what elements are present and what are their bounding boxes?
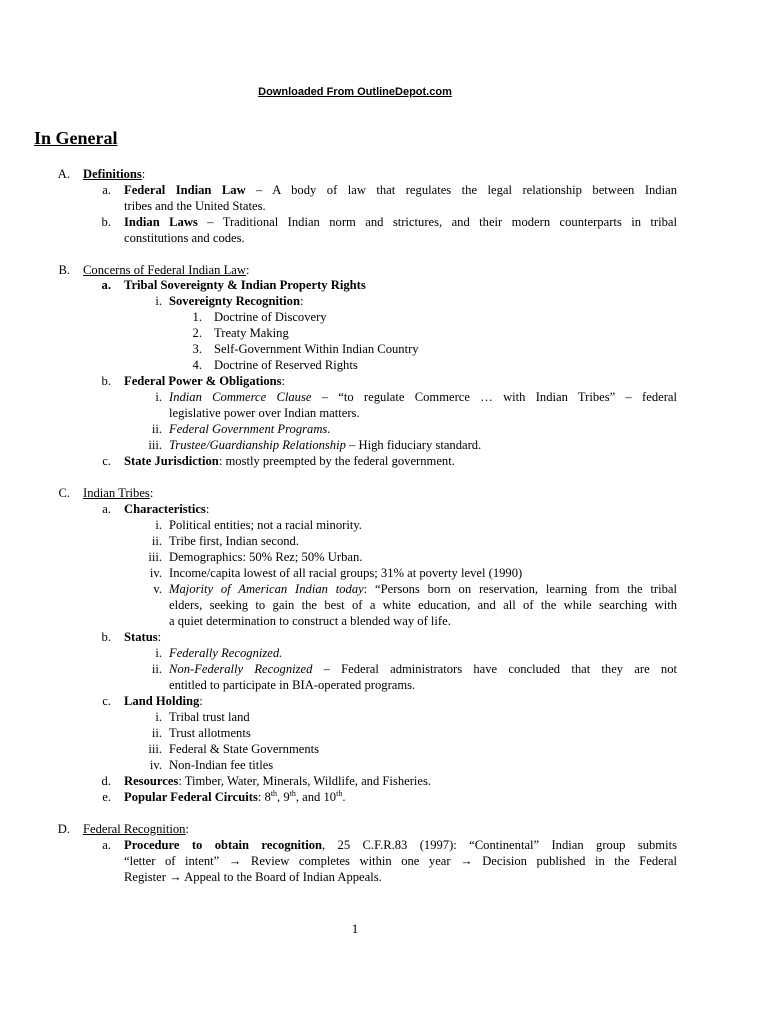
outline-text: [169, 389, 677, 405]
outline-item-level-2: [0, 501, 768, 517]
outline-item-level-3: [0, 533, 768, 549]
outline-marker: a.: [102, 502, 111, 516]
text-run: : 8: [257, 790, 271, 804]
text-run: :: [199, 694, 203, 708]
text-run: Federal & State Governments: [169, 742, 320, 756]
outline-marker: iii.: [148, 742, 162, 756]
text-run: Political entities; not a racial minority.: [169, 518, 362, 532]
outline-text: [169, 581, 677, 597]
outline-text: [214, 309, 327, 325]
outline-line-continuation: [0, 869, 768, 885]
outline-marker: ii.: [151, 726, 162, 740]
outline-marker: 4.: [192, 358, 202, 372]
text-run: :: [299, 294, 304, 308]
outline-item-level-2: [0, 373, 768, 389]
outline-item-level-3: [0, 421, 768, 437]
outline-marker: b.: [101, 374, 111, 388]
section-title: In General: [34, 128, 118, 148]
text-run: , and 10: [295, 790, 337, 804]
text-run: constitutions and codes.: [124, 231, 245, 245]
outline-text: [124, 277, 366, 293]
outline-text: [124, 230, 245, 246]
text-run: :: [281, 374, 286, 388]
outline-line-continuation: [0, 677, 768, 693]
text-run: tribes and the United States.: [124, 199, 266, 213]
outline-text: [83, 166, 145, 182]
text-run: Self-Government Within Indian Country: [214, 342, 419, 356]
outline-marker: A.: [57, 167, 70, 181]
text-run: Indian Laws: [124, 215, 198, 229]
outline-marker: ii.: [151, 422, 162, 436]
text-run: Sovereignty Recognition: [169, 294, 300, 308]
outline-line-continuation: [0, 230, 768, 246]
text-run: , 9: [277, 790, 290, 804]
outline-item-level-1: [0, 166, 768, 182]
text-run: Characteristics: [124, 502, 206, 516]
text-run: Status: [124, 630, 158, 644]
text-run: Trustee/Guardianship Relationship: [169, 438, 346, 452]
outline-item-level-3: [0, 293, 768, 309]
outline-text: [124, 869, 382, 885]
text-run: Doctrine of Reserved Rights: [214, 358, 358, 372]
text-run: :: [185, 822, 189, 836]
outline-text: [169, 613, 451, 629]
text-run: Treaty Making: [214, 326, 289, 340]
text-run: Federal Indian Law: [124, 183, 246, 197]
outline-item-level-3: [0, 725, 768, 741]
text-run: Indian Commerce Clause: [169, 390, 312, 404]
outline-item-level-4: [0, 357, 768, 373]
text-run: th: [289, 788, 296, 798]
outline-line-continuation: [0, 853, 768, 869]
outline-marker: d.: [101, 774, 111, 788]
arrow-icon: →: [169, 870, 182, 884]
outline-text: [169, 517, 362, 533]
text-run: – Federal administrators have concluded that they are not: [312, 662, 677, 676]
outline-text: [124, 501, 209, 517]
outline-item-level-3: [0, 581, 768, 597]
outline-item-level-2: [0, 182, 768, 198]
text-run: , 25 C.F.R.83 (1997): “Continental” Indian group submits: [322, 838, 677, 852]
outline-marker: iv.: [149, 758, 162, 772]
text-run: Tribal Sovereignty & Indian Property Rights: [124, 278, 366, 292]
text-run: .: [342, 790, 346, 804]
outline-marker: ii.: [151, 662, 162, 676]
outline-marker: b.: [101, 630, 111, 644]
outline-text: [169, 437, 481, 453]
outline-marker: i.: [155, 294, 162, 308]
outline-line-continuation: [0, 613, 768, 629]
outline-text: [214, 357, 358, 373]
outline-item-level-2: [0, 453, 768, 469]
text-run: Non-Federally Recognized: [169, 662, 313, 676]
outline-text: [124, 837, 677, 853]
text-run: :: [245, 263, 250, 277]
download-source-header: Downloaded From OutlineDepot.com: [258, 86, 452, 98]
text-run: Decision published in the Federal: [472, 854, 677, 868]
text-run: legislative power over Indian matters.: [169, 406, 360, 420]
text-run: “letter of intent”: [124, 854, 229, 868]
text-run: Federal Recognition: [83, 822, 186, 836]
outline-item-level-1: [0, 821, 768, 837]
outline-text: [169, 709, 250, 725]
outline-text: [83, 821, 189, 837]
text-run: Land Holding: [124, 694, 200, 708]
outline-marker: 3.: [192, 342, 202, 356]
text-run: Doctrine of Discovery: [214, 310, 327, 324]
outline-marker: a.: [102, 183, 111, 197]
outline-text: [214, 341, 419, 357]
text-run: Appeal to the Board of Indian Appeals.: [181, 870, 382, 884]
text-run: th: [336, 788, 343, 798]
outline-item-level-3: [0, 437, 768, 453]
outline-text: [169, 533, 299, 549]
text-run: State Jurisdiction: [124, 454, 219, 468]
outline-text: [124, 373, 285, 389]
text-run: Trust allotments: [169, 726, 251, 740]
outline-item-level-2: [0, 214, 768, 230]
outline-item-level-3: [0, 645, 768, 661]
outline-marker: ii.: [151, 534, 162, 548]
outline-marker: D.: [57, 822, 70, 836]
text-run: Procedure to obtain recognition: [124, 838, 323, 852]
outline-item-level-3: [0, 741, 768, 757]
outline-marker: i.: [155, 390, 162, 404]
text-run: a quiet determination to construct a blended way of life.: [169, 614, 451, 628]
outline-text: [83, 485, 153, 501]
outline-text: [124, 182, 677, 198]
outline-marker: e.: [102, 790, 111, 804]
outline-item-level-2: [0, 277, 768, 293]
arrow-icon: →: [460, 854, 473, 868]
outline-text: [169, 293, 303, 309]
outline-text: [83, 262, 249, 278]
outline-text: [124, 629, 161, 645]
outline-marker: 2.: [192, 326, 202, 340]
text-run: – Traditional Indian norm and strictures, and their modern counterparts in tribal: [197, 215, 677, 229]
outline-item-level-4: [0, 325, 768, 341]
outline-item-level-3: [0, 389, 768, 405]
outline-item-level-2: [0, 629, 768, 645]
text-run: Tribal trust land: [169, 710, 250, 724]
outline-marker: i.: [155, 646, 162, 660]
arrow-icon: →: [228, 854, 242, 868]
outline-text: [124, 853, 677, 869]
text-run: – “to regulate Commerce … with Indian Tribes” – federal: [311, 390, 677, 404]
outline-item-level-1: [0, 485, 768, 501]
outline-marker: B.: [58, 263, 70, 277]
outline-marker: 1.: [192, 310, 202, 324]
text-run: :: [149, 486, 154, 500]
text-run: :: [141, 167, 146, 181]
outline-marker: iii.: [148, 550, 162, 564]
text-run: :: [157, 630, 162, 644]
outline-text: [124, 773, 431, 789]
outline-marker: iii.: [148, 438, 162, 452]
outline-item-level-2: [0, 773, 768, 789]
outline-item-level-3: [0, 757, 768, 773]
text-run: : mostly preempted by the federal government.: [218, 454, 455, 468]
text-run: Majority of American Indian today: [169, 582, 364, 596]
text-run: Tribe first, Indian second.: [169, 534, 300, 548]
outline-text: [169, 405, 360, 421]
outline-marker: c.: [102, 454, 111, 468]
outline-marker: b.: [101, 215, 111, 229]
text-run: Non-Indian fee titles: [169, 758, 274, 772]
outline-item-level-4: [0, 309, 768, 325]
text-run: Income/capita lowest of all racial groups; 31% at poverty level (1990): [169, 566, 523, 580]
outline-text: [169, 677, 415, 693]
outline-text: [169, 597, 677, 613]
text-run: entitled to participate in BIA-operated programs.: [169, 678, 416, 692]
outline-item-level-3: [0, 565, 768, 581]
text-run: Definitions: [83, 167, 142, 181]
outline-line-continuation: [0, 405, 768, 421]
outline-text: [124, 453, 455, 469]
outline-text: [169, 565, 522, 581]
outline-item-level-3: [0, 709, 768, 725]
text-run: : Timber, Water, Minerals, Wildlife, and Fisheries.: [178, 774, 432, 788]
text-run: Federal Power & Obligations: [124, 374, 282, 388]
outline-marker: a.: [101, 278, 111, 292]
text-run: Indian Tribes: [83, 486, 150, 500]
outline-text: [169, 421, 330, 437]
outline-text: [169, 741, 319, 757]
text-run: Concerns of Federal Indian Law: [83, 263, 246, 277]
outline-text: [169, 661, 677, 677]
text-run: Resources: [124, 774, 179, 788]
text-run: Popular Federal Circuits: [124, 790, 258, 804]
text-run: – A body of law that regulates the legal relationship between Indian: [245, 183, 677, 197]
outline-item-level-2: [0, 693, 768, 709]
text-run: Federally Recognized.: [169, 646, 283, 660]
outline-text: [214, 325, 289, 341]
outline-text: [169, 757, 273, 773]
outline-item-level-3: [0, 549, 768, 565]
outline-item-level-3: [0, 661, 768, 677]
text-run: – High fiduciary standard.: [345, 438, 482, 452]
outline-text: [124, 789, 346, 805]
outline-marker: iv.: [149, 566, 162, 580]
outline-item-level-2: [0, 837, 768, 853]
outline-marker: v.: [153, 582, 162, 596]
outline-marker: c.: [102, 694, 111, 708]
outline-text: [124, 198, 266, 214]
outline-marker: i.: [155, 518, 162, 532]
outline-marker: i.: [155, 710, 162, 724]
text-run: th: [270, 788, 278, 798]
outline-text: [169, 645, 282, 661]
outline-text: [169, 549, 362, 565]
outline-text: [169, 725, 251, 741]
outline-text: [124, 693, 203, 709]
outline-item-level-2: [0, 789, 768, 805]
text-run: Federal Government Programs.: [169, 422, 331, 436]
outline-marker: a.: [102, 838, 111, 852]
outline-text: [124, 214, 677, 230]
outline-item-level-3: [0, 517, 768, 533]
text-run: elders, seeking to gain the best of a white education, and all of the while searching with: [169, 598, 677, 612]
outline-line-continuation: [0, 198, 768, 214]
outline-marker: C.: [58, 486, 70, 500]
text-run: Demographics: 50% Rez; 50% Urban.: [169, 550, 363, 564]
text-run: :: [205, 502, 210, 516]
outline-line-continuation: [0, 597, 768, 613]
text-run: : “Persons born on reservation, learning from the tribal: [363, 582, 678, 596]
page-number: 1: [351, 921, 359, 936]
outline-item-level-1: [0, 262, 768, 278]
text-run: Register: [124, 870, 170, 884]
outline-item-level-4: [0, 341, 768, 357]
text-run: Review completes within one year: [241, 854, 461, 868]
